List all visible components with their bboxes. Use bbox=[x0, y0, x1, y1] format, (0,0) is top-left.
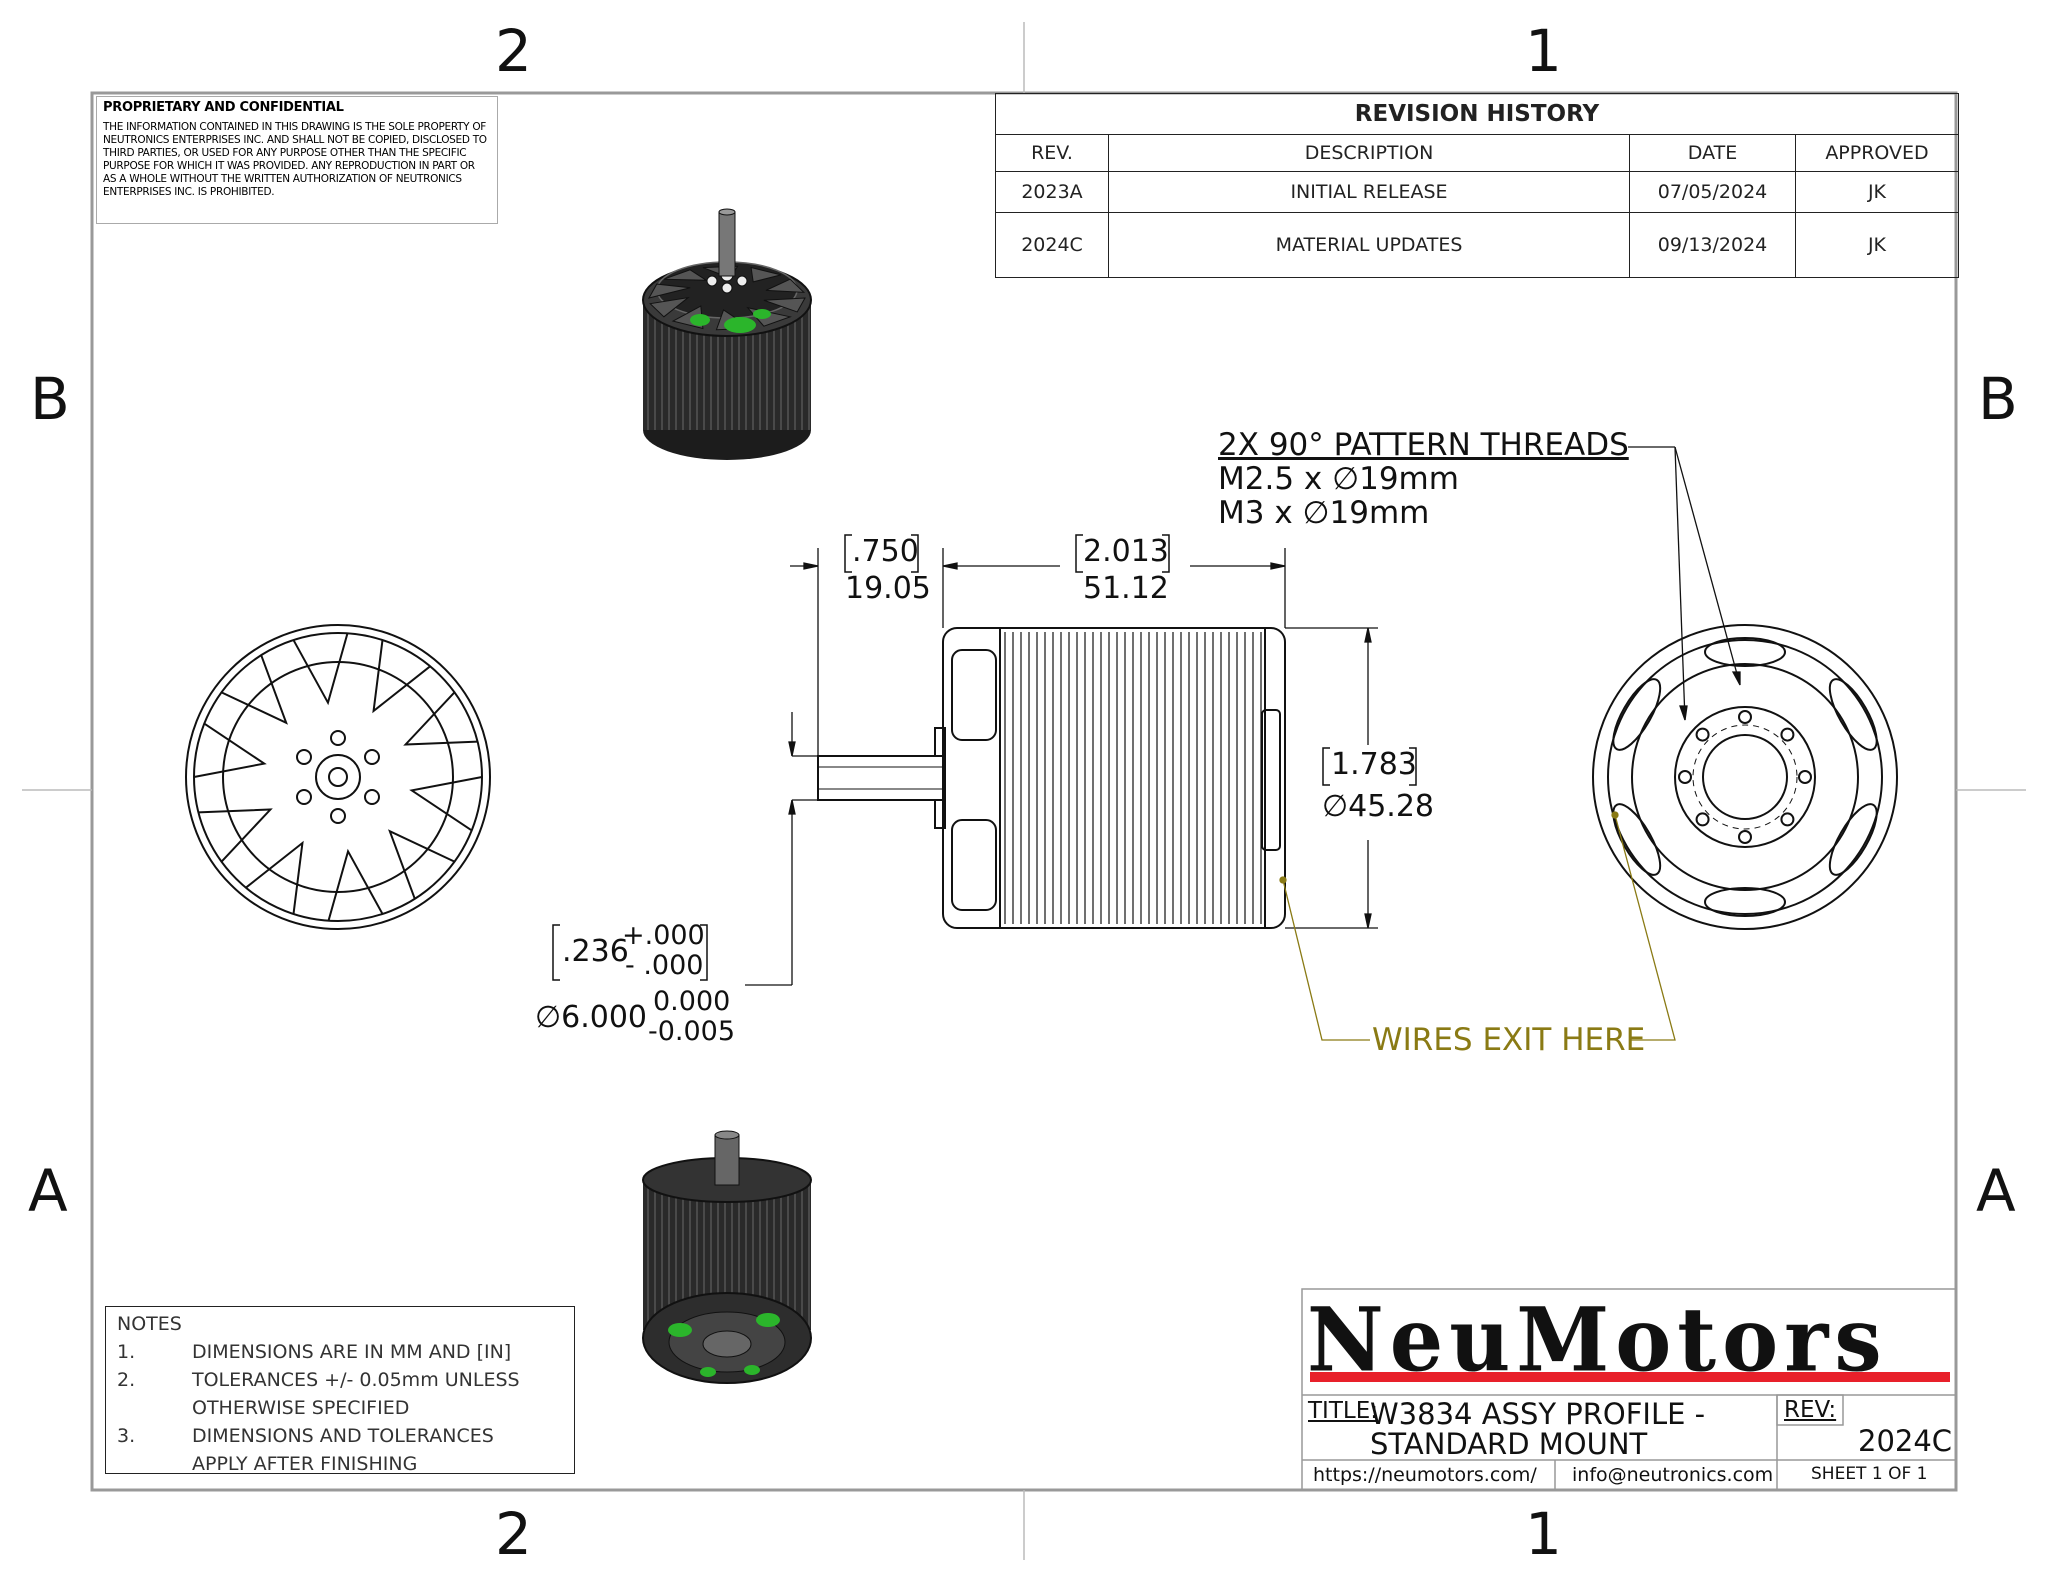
rev-cell: 2023A bbox=[996, 172, 1109, 213]
dim-2013-mm: 51.12 bbox=[1083, 571, 1169, 606]
dim-shaft-mm: ∅6.000 bbox=[535, 1000, 648, 1035]
notes-box bbox=[105, 1306, 575, 1474]
mount-hole bbox=[1697, 813, 1709, 825]
zone-label-top-1: 1 bbox=[1525, 17, 1562, 85]
proprietary-body: THE INFORMATION CONTAINED IN THIS DRAWING IS THE SOLE PROPERTY OF NEUTRONICS ENTERPRISES INC. AND SHALL NOT BE COPIED, DISCLOSED TO THIRD PARTIES, OR USED FOR ANY PURPOSE OTHER THAN THE SPECIFIC PURPOSE FOR WHICH IT WAS PROVIDED. ANY REPRODUCTION IN PART OR AS A WHOLE WITHOUT THE WRITTEN AUTHORIZATION OF NEUTRONICS ENTERPRISES INC. IS PROHIBITED. bbox=[103, 121, 487, 198]
fan-blade bbox=[198, 810, 270, 862]
note-text: DIMENSIONS ARE IN MM AND [IN] bbox=[192, 1341, 512, 1363]
iso-view-bottom bbox=[643, 1131, 811, 1383]
rear-view-mount-holes bbox=[1679, 711, 1811, 843]
date-header: DATE bbox=[1630, 135, 1796, 172]
vent-slot bbox=[1705, 638, 1785, 666]
zone-label-bottom-1: 1 bbox=[1525, 1500, 1562, 1568]
mount-hole bbox=[1799, 771, 1811, 783]
dim-shaft-in: .236 bbox=[562, 934, 629, 969]
zone-label-right-a: A bbox=[1976, 1157, 2016, 1225]
proprietary-notice bbox=[96, 96, 498, 224]
mount-hole bbox=[1781, 729, 1793, 741]
approved-cell: JK bbox=[1796, 213, 1959, 278]
iso-view-top bbox=[643, 209, 811, 460]
fan-blade bbox=[194, 724, 264, 777]
fan-blade bbox=[406, 692, 478, 744]
threads-callout-line-1: M2.5 x ∅19mm bbox=[1218, 461, 1459, 497]
description-cell: MATERIAL UPDATES bbox=[1109, 213, 1630, 278]
mount-hole bbox=[1739, 711, 1751, 723]
rear-view bbox=[1593, 625, 1897, 929]
rev-header: REV. bbox=[996, 135, 1109, 172]
wires-leader bbox=[1280, 812, 1675, 1040]
approved-cell: JK bbox=[1796, 172, 1959, 213]
rev-label: REV: bbox=[1784, 1397, 1837, 1423]
dim-shaft-tol-minus-in: - .000 bbox=[625, 950, 704, 981]
zone-label-bottom-2: 2 bbox=[495, 1500, 532, 1568]
note-number: 1. bbox=[117, 1341, 136, 1363]
date-cell: 07/05/2024 bbox=[1630, 172, 1796, 213]
date-cell: 09/13/2024 bbox=[1630, 213, 1796, 278]
table-row bbox=[996, 172, 1959, 213]
note-number: 2. bbox=[117, 1369, 136, 1391]
notes-title: NOTES bbox=[117, 1313, 182, 1335]
dim-2013-in: 2.013 bbox=[1083, 534, 1169, 569]
dim-750-mm: 19.05 bbox=[845, 571, 931, 606]
title-label: TITLE: bbox=[1308, 1398, 1378, 1424]
wires-callout: WIRES EXIT HERE bbox=[1372, 1022, 1646, 1058]
website-link[interactable]: https://neumotors.com/ bbox=[1313, 1464, 1537, 1486]
rev-cell: 2024C bbox=[996, 213, 1109, 278]
front-view bbox=[186, 625, 490, 929]
threads-callout-title: 2X 90° PATTERN THREADS bbox=[1218, 427, 1629, 463]
note-number: 3. bbox=[117, 1425, 136, 1447]
zone-label-left-a: A bbox=[28, 1157, 68, 1225]
dim-1783-in: 1.783 bbox=[1331, 747, 1417, 782]
zone-label-top-2: 2 bbox=[495, 17, 532, 85]
drawing-title-line-2: STANDARD MOUNT bbox=[1370, 1427, 1648, 1461]
revision-history-title: REVISION HISTORY bbox=[996, 94, 1959, 135]
mount-hole bbox=[1697, 729, 1709, 741]
table-row bbox=[996, 213, 1959, 278]
company-logo: NeuMotors bbox=[1307, 1287, 1888, 1392]
vent-slot bbox=[1705, 888, 1785, 916]
front-view-fins bbox=[194, 633, 482, 920]
dim-shaft-tol-plus-mm: 0.000 bbox=[653, 986, 731, 1017]
drawing-title-line-1: W3834 ASSY PROFILE - bbox=[1370, 1397, 1706, 1431]
leader-lines bbox=[1628, 447, 1740, 720]
dim-shaft-tol-minus-mm: -0.005 bbox=[648, 1016, 736, 1047]
description-header: DESCRIPTION bbox=[1109, 135, 1630, 172]
rear-view-slots bbox=[1605, 638, 1886, 916]
description-cell: INITIAL RELEASE bbox=[1109, 172, 1630, 213]
dim-shaft-tol-plus-in: +.000 bbox=[622, 920, 705, 951]
note-text-continued: OTHERWISE SPECIFIED bbox=[192, 1397, 410, 1419]
motor-shaft bbox=[818, 756, 943, 800]
dimension-brackets bbox=[553, 535, 1416, 980]
revision-history-table bbox=[995, 93, 1959, 278]
note-text: TOLERANCES +/- 0.05mm UNLESS bbox=[192, 1369, 520, 1391]
mount-hole bbox=[1739, 831, 1751, 843]
fan-blade bbox=[412, 777, 482, 830]
side-view-ribs bbox=[1005, 632, 1261, 924]
zone-label-right-b: B bbox=[1978, 365, 2018, 433]
side-view bbox=[818, 628, 1285, 928]
mount-hole bbox=[1781, 813, 1793, 825]
proprietary-heading: PROPRIETARY AND CONFIDENTIAL bbox=[103, 100, 344, 115]
threads-callout-line-2: M3 x ∅19mm bbox=[1218, 495, 1430, 531]
zone-label-left-b: B bbox=[30, 365, 70, 433]
dim-4528-mm: ∅45.28 bbox=[1322, 789, 1435, 824]
note-text: DIMENSIONS AND TOLERANCES bbox=[192, 1425, 494, 1447]
fan-blade bbox=[390, 831, 455, 899]
email-link[interactable]: info@neutronics.com bbox=[1572, 1464, 1774, 1486]
sheet-number: SHEET 1 OF 1 bbox=[1811, 1464, 1928, 1484]
mount-hole bbox=[1679, 771, 1691, 783]
approved-header: APPROVED bbox=[1796, 135, 1959, 172]
fan-blade bbox=[222, 655, 287, 723]
note-text-continued: APPLY AFTER FINISHING bbox=[192, 1453, 418, 1475]
rev-value: 2024C bbox=[1858, 1424, 1953, 1458]
dim-750-in: .750 bbox=[852, 534, 919, 569]
